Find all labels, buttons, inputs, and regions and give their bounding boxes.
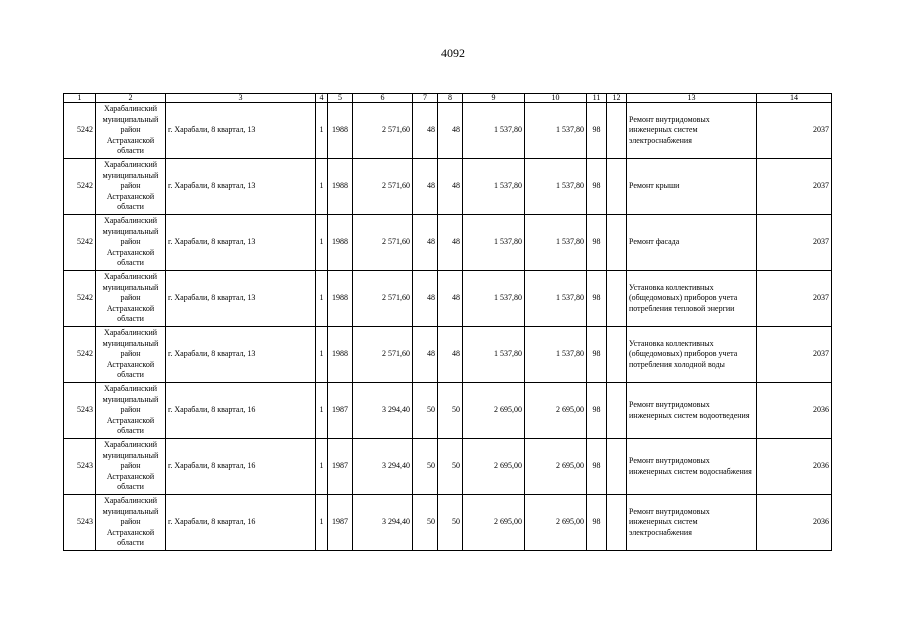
year-cell: 1987 (328, 439, 353, 495)
municipality-cell: Харабалинский муниципальный район Астраханской области (96, 439, 166, 495)
column-10-cell: 2 695,00 (525, 495, 587, 551)
column-8-cell: 48 (438, 327, 463, 383)
area-cell: 2 571,60 (353, 271, 413, 327)
column-7-cell: 50 (413, 495, 438, 551)
table-body (64, 94, 832, 551)
column-8-cell: 50 (438, 383, 463, 439)
column-12-cell (607, 103, 627, 159)
column-4-cell: 1 (316, 159, 328, 215)
work-type-cell: Ремонт крыши (627, 159, 757, 215)
column-11-cell: 98 (587, 383, 607, 439)
work-type-cell: Ремонт внутридомовых инженерных систем электроснабжения (627, 103, 757, 159)
year-cell: 1988 (328, 271, 353, 327)
header-row (64, 94, 832, 103)
column-header-10: 10 (525, 94, 587, 103)
record-number-cell: 5242 (64, 271, 96, 327)
column-9-cell: 1 537,80 (463, 215, 525, 271)
planned-year-cell: 2036 (757, 495, 832, 551)
column-10-cell: 1 537,80 (525, 103, 587, 159)
planned-year-cell: 2037 (757, 215, 832, 271)
table-row (64, 103, 832, 159)
column-header-5: 5 (328, 94, 353, 103)
capital-repair-table (63, 93, 832, 551)
column-9-cell: 2 695,00 (463, 495, 525, 551)
column-9-cell: 1 537,80 (463, 327, 525, 383)
table-row (64, 215, 832, 271)
column-4-cell: 1 (316, 439, 328, 495)
column-11-cell: 98 (587, 327, 607, 383)
column-12-cell (607, 159, 627, 215)
column-header-8: 8 (438, 94, 463, 103)
year-cell: 1988 (328, 159, 353, 215)
column-header-13: 13 (627, 94, 757, 103)
column-header-9: 9 (463, 94, 525, 103)
area-cell: 3 294,40 (353, 439, 413, 495)
column-10-cell: 1 537,80 (525, 159, 587, 215)
planned-year-cell: 2037 (757, 159, 832, 215)
column-header-7: 7 (413, 94, 438, 103)
record-number-cell: 5242 (64, 327, 96, 383)
address-cell: г. Харабали, 8 квартал, 13 (166, 215, 316, 271)
column-8-cell: 48 (438, 215, 463, 271)
area-cell: 2 571,60 (353, 215, 413, 271)
municipality-cell: Харабалинский муниципальный район Астраханской области (96, 327, 166, 383)
work-type-cell: Установка коллективных (общедомовых) приборов учета потребления тепловой энергии (627, 271, 757, 327)
address-cell: г. Харабали, 8 квартал, 13 (166, 271, 316, 327)
column-header-1: 1 (64, 94, 96, 103)
record-number-cell: 5243 (64, 383, 96, 439)
column-12-cell (607, 383, 627, 439)
column-header-4: 4 (316, 94, 328, 103)
municipality-cell: Харабалинский муниципальный район Астраханской области (96, 271, 166, 327)
column-header-14: 14 (757, 94, 832, 103)
table-row (64, 439, 832, 495)
column-header-12: 12 (607, 94, 627, 103)
column-header-3: 3 (166, 94, 316, 103)
record-number-cell: 5243 (64, 495, 96, 551)
area-cell: 3 294,40 (353, 495, 413, 551)
table-row (64, 383, 832, 439)
column-8-cell: 48 (438, 103, 463, 159)
work-type-cell: Ремонт внутридомовых инженерных систем водоотведения (627, 383, 757, 439)
planned-year-cell: 2037 (757, 271, 832, 327)
column-9-cell: 1 537,80 (463, 271, 525, 327)
column-4-cell: 1 (316, 103, 328, 159)
column-8-cell: 50 (438, 495, 463, 551)
address-cell: г. Харабали, 8 квартал, 16 (166, 495, 316, 551)
column-4-cell: 1 (316, 327, 328, 383)
column-12-cell (607, 495, 627, 551)
column-12-cell (607, 271, 627, 327)
planned-year-cell: 2037 (757, 103, 832, 159)
year-cell: 1988 (328, 103, 353, 159)
address-cell: г. Харабали, 8 квартал, 13 (166, 159, 316, 215)
municipality-cell: Харабалинский муниципальный район Астраханской области (96, 383, 166, 439)
column-10-cell: 1 537,80 (525, 271, 587, 327)
column-10-cell: 1 537,80 (525, 327, 587, 383)
record-number-cell: 5242 (64, 103, 96, 159)
column-header-11: 11 (587, 94, 607, 103)
work-type-cell: Установка коллективных (общедомовых) приборов учета потребления холодной воды (627, 327, 757, 383)
page-number: 4092 (441, 46, 465, 60)
year-cell: 1987 (328, 495, 353, 551)
column-4-cell: 1 (316, 383, 328, 439)
work-type-cell: Ремонт внутридомовых инженерных систем электроснабжения (627, 495, 757, 551)
year-cell: 1988 (328, 215, 353, 271)
column-11-cell: 98 (587, 103, 607, 159)
municipality-cell: Харабалинский муниципальный район Астраханской области (96, 159, 166, 215)
column-8-cell: 48 (438, 271, 463, 327)
column-12-cell (607, 327, 627, 383)
column-7-cell: 48 (413, 327, 438, 383)
column-9-cell: 1 537,80 (463, 103, 525, 159)
column-12-cell (607, 215, 627, 271)
column-8-cell: 50 (438, 439, 463, 495)
column-9-cell: 1 537,80 (463, 159, 525, 215)
column-9-cell: 2 695,00 (463, 383, 525, 439)
record-number-cell: 5242 (64, 215, 96, 271)
table-row (64, 159, 832, 215)
area-cell: 2 571,60 (353, 103, 413, 159)
municipality-cell: Харабалинский муниципальный район Астраханской области (96, 495, 166, 551)
record-number-cell: 5243 (64, 439, 96, 495)
column-10-cell: 1 537,80 (525, 215, 587, 271)
column-7-cell: 48 (413, 103, 438, 159)
work-type-cell: Ремонт внутридомовых инженерных систем водоснабжения (627, 439, 757, 495)
area-cell: 2 571,60 (353, 327, 413, 383)
record-number-cell: 5242 (64, 159, 96, 215)
column-7-cell: 48 (413, 271, 438, 327)
table-row (64, 327, 832, 383)
column-4-cell: 1 (316, 215, 328, 271)
column-7-cell: 50 (413, 439, 438, 495)
table-row (64, 495, 832, 551)
column-11-cell: 98 (587, 215, 607, 271)
column-header-6: 6 (353, 94, 413, 103)
column-8-cell: 48 (438, 159, 463, 215)
column-10-cell: 2 695,00 (525, 383, 587, 439)
column-9-cell: 2 695,00 (463, 439, 525, 495)
column-7-cell: 50 (413, 383, 438, 439)
address-cell: г. Харабали, 8 квартал, 16 (166, 383, 316, 439)
column-7-cell: 48 (413, 159, 438, 215)
column-11-cell: 98 (587, 439, 607, 495)
year-cell: 1988 (328, 327, 353, 383)
table-row (64, 271, 832, 327)
work-type-cell: Ремонт фасада (627, 215, 757, 271)
area-cell: 2 571,60 (353, 159, 413, 215)
column-7-cell: 48 (413, 215, 438, 271)
column-12-cell (607, 439, 627, 495)
column-4-cell: 1 (316, 495, 328, 551)
planned-year-cell: 2037 (757, 327, 832, 383)
year-cell: 1987 (328, 383, 353, 439)
municipality-cell: Харабалинский муниципальный район Астраханской области (96, 215, 166, 271)
address-cell: г. Харабали, 8 квартал, 13 (166, 327, 316, 383)
column-10-cell: 2 695,00 (525, 439, 587, 495)
planned-year-cell: 2036 (757, 439, 832, 495)
planned-year-cell: 2036 (757, 383, 832, 439)
address-cell: г. Харабали, 8 квартал, 16 (166, 439, 316, 495)
area-cell: 3 294,40 (353, 383, 413, 439)
column-11-cell: 98 (587, 159, 607, 215)
municipality-cell: Харабалинский муниципальный район Астраханской области (96, 103, 166, 159)
column-11-cell: 98 (587, 495, 607, 551)
address-cell: г. Харабали, 8 квартал, 13 (166, 103, 316, 159)
column-4-cell: 1 (316, 271, 328, 327)
column-header-2: 2 (96, 94, 166, 103)
column-11-cell: 98 (587, 271, 607, 327)
